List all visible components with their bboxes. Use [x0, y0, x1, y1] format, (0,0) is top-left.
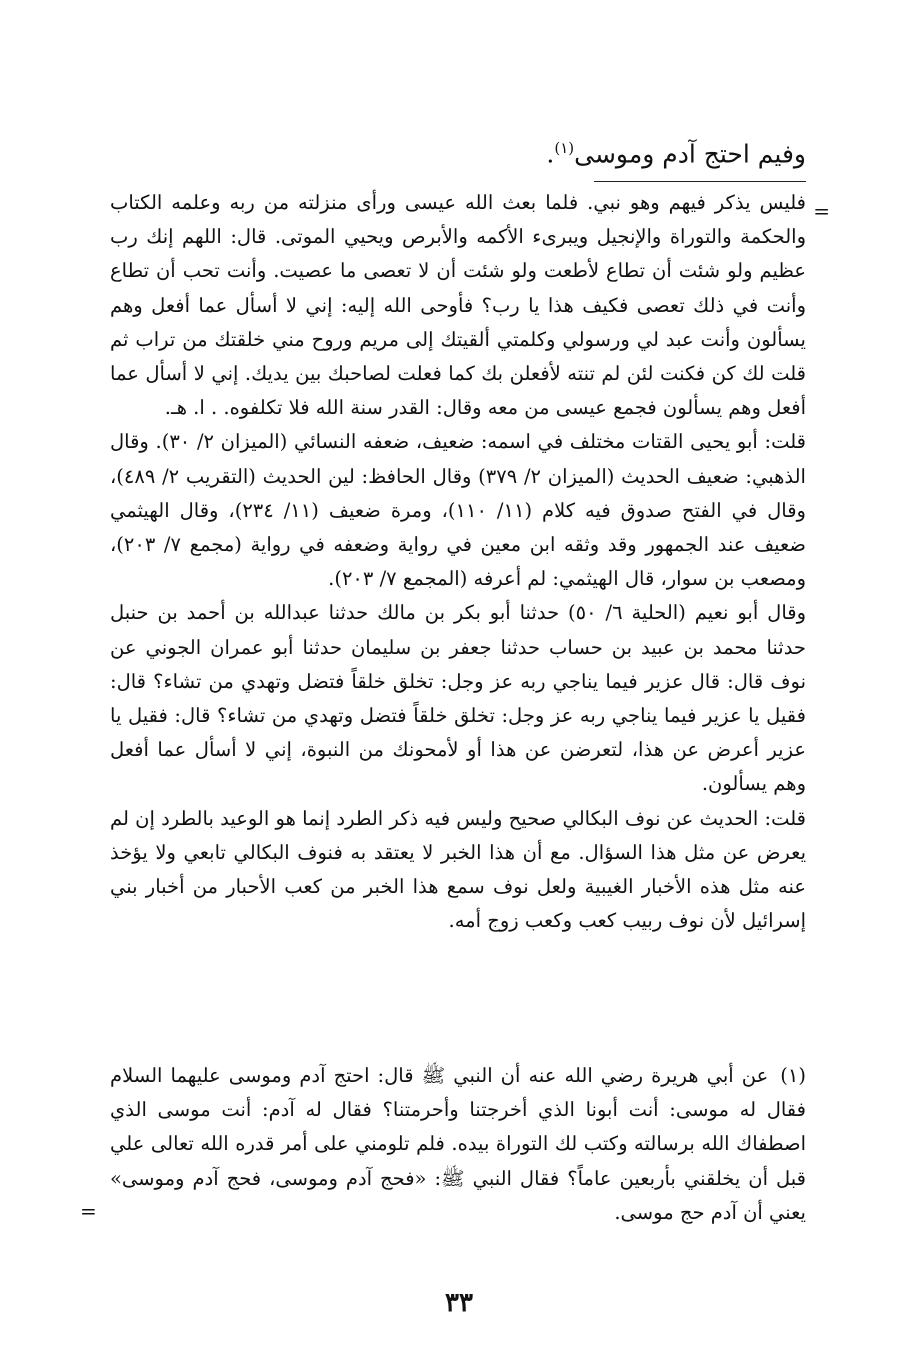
paragraph-nawf-commentary: قلت: الحديث عن نوف البكالي صحيح وليس فيه ذكر الطرد إنما هو الوعيد بالطرد إن لم يعرض عن مثل هذا السؤال. مع أن هذا الخبر لا يعتقد به فنوف البكالي تابعي ولا يؤخذ عنه مثل هذه الأخبار الغيبية ولعل نوف سمع هذا الخبر من كعب الأحبار من أخبار بني إسرائيل لأن نوف ربيب كعب وكعب زوج أمه. [110, 806, 806, 933]
footnote-1 [110, 1059, 806, 1230]
heading-tail: . [546, 139, 555, 169]
paragraph-uzair-continuation: فليس يذكر فيهم وهو نبي. فلما بعث الله عيسى ورأى منزلته من ربه وعلمه الكتاب والحكمة والتوراة والإنجيل ويبرىء الأكمه والأبرص ويحيي الموتى. قال: اللهم إنك رب عظيم ولو شئت أن تطاع لأطعت ولو شئت أن لا تعصى ما عصيت. وأنت تحب أن تطاع وأنت في ذلك تعصى فكيف هذا يا رب؟ فأوحى الله إليه: إني لا أسأل عما أفعل وهم يسألون وأنت عبد لي ورسولي وكلمتي ألقيتك إلى مريم وروح مني خلقتك من تراب ثم قلت لك كن فكنت لئن لم تنته لأفعلن بك كما فعلت لصاحبك بين يديك. إني لا أسأل عما أفعل وهم يسألون فجمع عيسى من معه وقال: القدر سنة الله فلا تكلفوه. . ا. هـ. [110, 191, 806, 420]
continuation-mark: = [813, 199, 830, 223]
footnote-text: عن أبي هريرة رضي الله عنه أن النبي ﷺ قال: احتج آدم وموسى عليهما السلام فقال له موسى: أنت أبونا الذي أخرجتنا وأحرمتنا؟ فقال له آدم: أنت موسى الذي اصطفاك الله برسالته وكتب لك التوراة بيده. فلم تلومني على أمر قدره الله تعالى علي قبل أن يخلقني بأربعين عاماً؟ فقال النبي ﷺ: «فحج آدم وموسى، فحج آدم وموسى» يعني أن آدم حج موسى. [110, 1064, 806, 1224]
section-heading-text: وفيم احتج آدم وموسى [574, 139, 806, 169]
footnote-number: (١) [780, 1064, 806, 1087]
paragraph-qutat-grading: قلت: أبو يحيى القتات مختلف في اسمه: ضعيف، ضعفه النسائي (الميزان ٢/ ٣٠). وقال الذهبي: ضعيف الحديث (الميزان ٢/ ٣٧٩) وقال الحافظ: لين الحديث (التقريب ٢/ ٤٨٩)، وقال في الفتح صدوق فيه كلام (١١/ ١١٠)، ومرة ضعيف (١١/ ٢٣٤)، وقال الهيثمي ضعيف عند الجمهور وقد وثقه ابن معين في رواية وضعفه في رواية (مجمع ٧/ ٢٠٣)، ومصعب بن سوار، قال الهيثمي: لم أعرفه (المجمع ٧/ ٢٠٣). [110, 430, 806, 591]
heading-footnote-ref: (١) [554, 139, 575, 157]
page-number: ٣٣ [445, 1288, 473, 1318]
section-heading [546, 128, 806, 174]
footnote-separator-rule [594, 181, 806, 182]
paragraph-abu-nuaym-narration: وقال أبو نعيم (الحلية ٦/ ٥٠) حدثنا أبو بكر بن مالك حدثنا عبدالله بن أحمد بن حنبل حدثنا محمد بن عبيد بن حساب حدثنا جعفر بن سليمان حدثنا أبو عمران الجوني عن نوف قال: قال عزير فيما يناجي ربه عز وجل: تخلق خلقاً فتضل وتهدي من تشاء؟ قال: فقيل يا عزير فيما يناجي ربه عز وجل: تخلق خلقاً فتضل وتهدي من تشاء؟ قال: فقيل يا عزير أعرض عن هذا، لتعرضن عن هذا أو لأمحونك من النبوة، إني لا أسأل عما أفعل وهم يسألون. [110, 601, 806, 796]
footnote-end-mark: = [80, 1199, 97, 1223]
footnote-continuation-body [110, 186, 806, 938]
